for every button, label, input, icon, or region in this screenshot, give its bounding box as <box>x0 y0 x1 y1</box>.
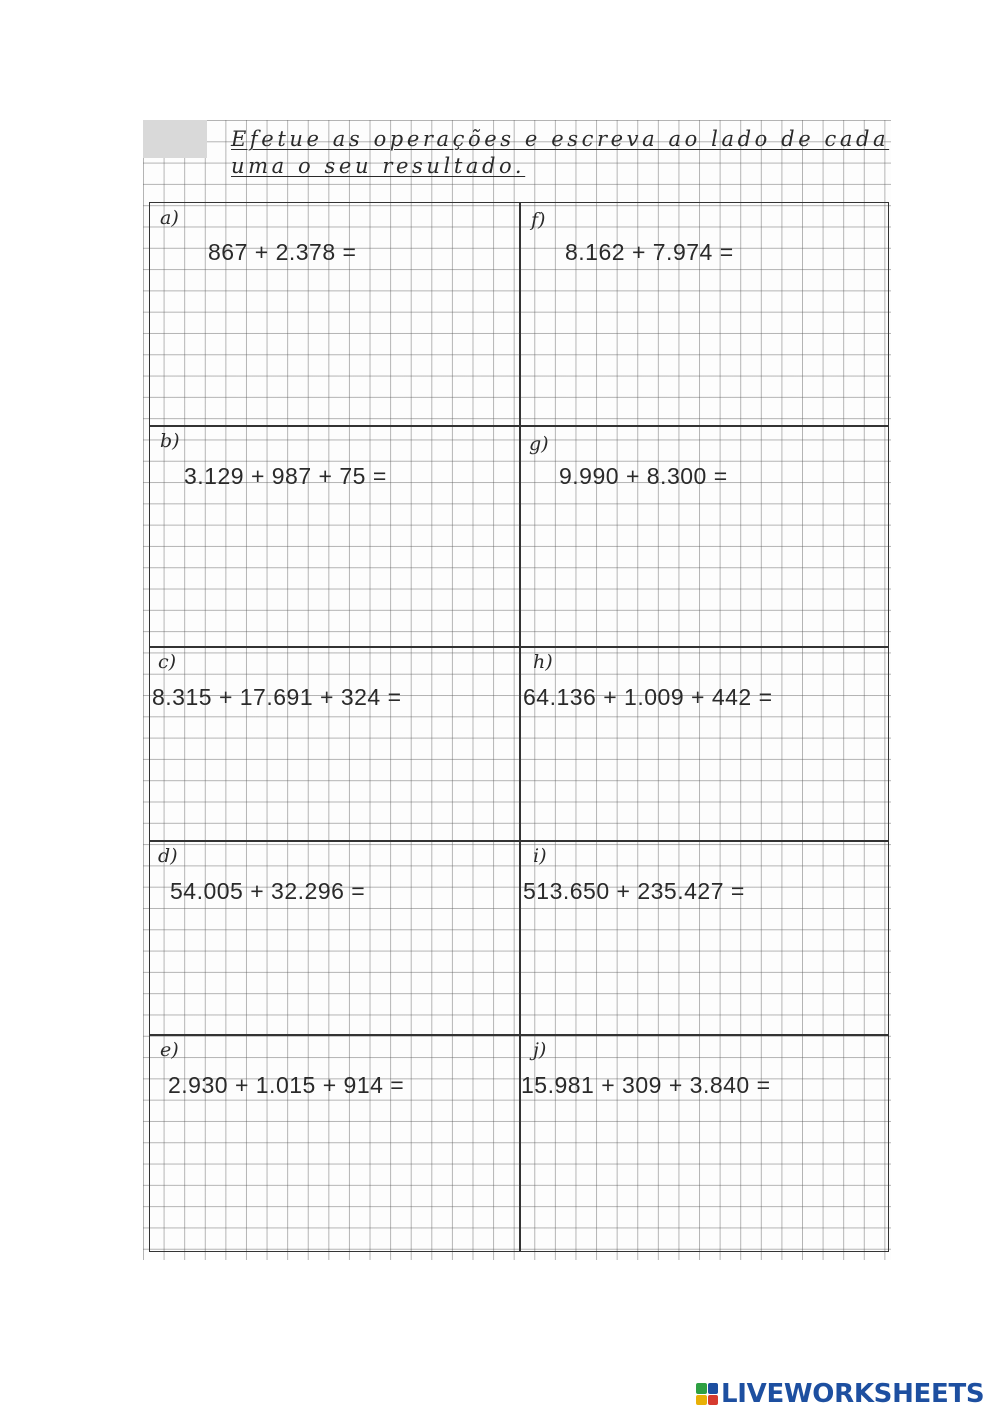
problem-expression: 54.005 + 32.296 = <box>170 878 366 904</box>
problem-expression: 9.990 + 8.300 = <box>559 463 728 489</box>
problem-expression: 513.650 + 235.427 = <box>523 878 745 904</box>
problem-f <box>521 203 888 425</box>
problem-label: h) <box>533 651 553 673</box>
problem-j <box>521 1034 888 1252</box>
problem-e <box>150 1034 519 1252</box>
problem-expression: 15.981 + 309 + 3.840 = <box>521 1072 771 1098</box>
problem-expression: 8.315 + 17.691 + 324 = <box>152 684 402 710</box>
problem-d <box>150 840 519 1034</box>
problem-label: g) <box>529 433 549 455</box>
problem-a <box>150 203 519 425</box>
instructions-line-1: Efetue as operações e escreva ao lado de cada <box>231 127 890 151</box>
problem-label: j) <box>533 1039 547 1061</box>
brand-name: LIVEWORKSHEETS <box>721 1379 985 1409</box>
instructions-line-2: uma o seu resultado. <box>231 154 526 178</box>
problem-expression: 2.930 + 1.015 + 914 = <box>168 1072 405 1098</box>
problem-c <box>150 646 519 840</box>
problem-label: d) <box>158 845 178 867</box>
problem-expression: 867 + 2.378 = <box>208 239 357 265</box>
problem-label: e) <box>160 1039 179 1061</box>
corner-mark <box>143 120 207 158</box>
worksheet <box>143 120 891 1260</box>
problem-label: b) <box>160 430 180 452</box>
problem-expression: 64.136 + 1.009 + 442 = <box>523 684 773 710</box>
problem-label: c) <box>158 651 177 673</box>
problem-b <box>150 425 519 646</box>
problem-h <box>521 646 888 840</box>
problem-expression: 8.162 + 7.974 = <box>565 239 734 265</box>
problem-g <box>521 425 888 646</box>
problem-label: i) <box>533 845 547 867</box>
problem-expression: 3.129 + 987 + 75 = <box>184 463 387 489</box>
brand-logo <box>696 1377 984 1411</box>
liveworksheets-logo-icon <box>696 1383 718 1405</box>
problem-i <box>521 840 888 1034</box>
problem-label: a) <box>160 207 179 229</box>
problem-label: f) <box>531 209 546 231</box>
instructions <box>231 126 890 180</box>
problems-grid <box>149 202 889 1252</box>
